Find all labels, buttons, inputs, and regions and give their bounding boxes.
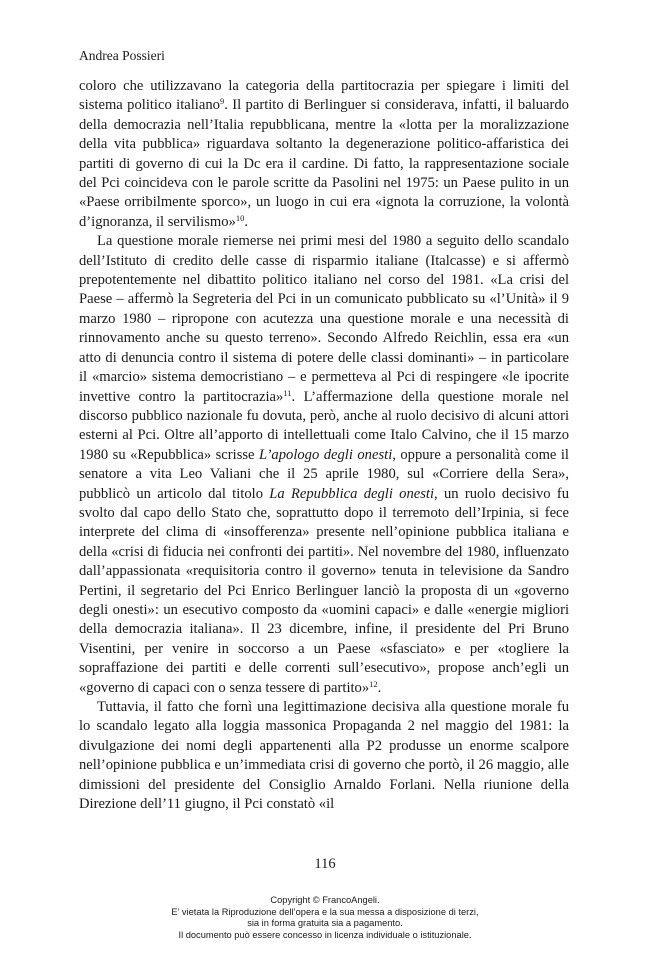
footnote-ref: 10 <box>235 212 245 223</box>
italic-title: La Repubblica degli onesti <box>269 485 435 502</box>
text-run: . <box>244 213 249 230</box>
text-run: Tuttavia, il fatto che fornì una legittimazione decisiva alla questione morale fu lo scandalo legato alla loggia massonica Propaganda 2 nel maggio del 1981: la divulgazione dei nomi degli appartenenti alla P2 produsse un enorme scalpore nell’opinione pubblica e un’immediata crisi di governo che portò, il 26 maggio, alle dimissioni del presidente del Consiglio Arnaldo Forlani. Nella riunione della Direzione dell’11 giugno, il Pci constatò «il <box>79 699 569 813</box>
paragraph <box>79 698 569 814</box>
footnote-ref: 12 <box>369 678 378 689</box>
page-number: 116 <box>314 856 336 872</box>
body-text <box>79 77 569 814</box>
footnote-ref: 11 <box>283 387 292 398</box>
running-header-author: Andrea Possieri <box>79 48 165 63</box>
copyright-line: sia in forma gratuita sia a pagamento. <box>247 918 403 929</box>
copyright-line: E’ vietata la Riproduzione dell’opera e la sua messa a disposizione di terzi, <box>171 906 479 917</box>
copyright-line: Copyright © FrancoAngeli. <box>270 895 380 905</box>
text-run: , oppure a personalità come il senatore a vita Leo Valiani che il 25 aprile 1980, sul «Corriere della Sera», pubblicò un articolo dal titolo <box>79 446 569 502</box>
copyright-notice <box>0 895 650 941</box>
text-run: . Il partito di Berlinguer si considerava, infatti, il baluardo della democrazia nell’Italia repubblicana, mentre la «lotta per la moralizzazione della vita pubblica» riguardava soltanto la degenerazione politico-affaristica dei partiti di governo di cui la Dc era il cardine. Di fatto, la rappresentazione sociale del Pci coincideva con le parole scritte da Pasolini nel 1975: un Paese pulito in un «Paese orribilmente sporco», un luogo in cui era «ignota la corruzione, la volontà d’ignoranza, il servilismo» <box>79 97 569 230</box>
footnote-ref: 9 <box>219 96 225 107</box>
text-run: . L’affermazione della questione morale nel discorso pubblico nazionale fu dovuta, però, anche al ruolo decisivo di alcuni attori esterni al Pci. Oltre all’apporto di intellettuali come Italo Calvino, che il 15 marzo 1980 su «Repubblica» scrisse <box>79 388 569 463</box>
text-run: La questione morale riemerse nei primi mesi del 1980 a seguito dello scandalo dell’Istituto di credito delle casse di risparmio italiane (Italcasse) e si affermò prepotentemente nel dibattito politico italiano nel corso del 1981. «La crisi del Paese – affermò la Segreteria del Pci in un comunicato pubblicato su «l’Unità» il 9 marzo 1980 – ripropone con acutezza una questione morale e una necessità di rinnovamento anche su questo terreno». Secondo Alfredo Reichlin, essa era «un atto di denuncia contro il sistema di potere delle classi dominanti» – in particolare il «marcio» sistema democristiano – e permetteva al Pci di respingere «le ipocrite invettive contro la partitocrazia» <box>79 233 569 405</box>
text-run: . <box>377 679 382 696</box>
text-run: coloro che utilizzavano la categoria della partitocrazia per spiegare i limiti del sistema politico italiano <box>79 78 569 114</box>
italic-title: L’apologo degli onesti <box>259 446 393 463</box>
text-run: , un ruolo decisivo fu svolto dal capo dello Stato che, soprattutto dopo il terremoto dell’Irpinia, si fece interprete del clima di «insofferenza» presente nell’opinione pubblica italiana e della «crisi di fiducia nei confronti dei partiti». Nel novembre del 1980, influenzato dall’appassionata «requisitoria contro il governo» tenuta in televisione da Sandro Pertini, il segretario del Pci Enrico Berlinguer lanciò la proposta di un «governo degli onesti»: un esecutivo composto da «uomini capaci» e dalle «energie migliori della democrazia italiana». Il 23 dicembre, infine, il presidente del Pri Bruno Visentini, per venire in soccorso a un Paese «sfasciato» e per «togliere la sopraffazione dei partiti e delle correnti sull’esecutivo», propose anch’egli un «governo di capaci con o senza tessere di partito» <box>79 485 569 696</box>
copyright-line: Il documento può essere concesso in licenza individuale o istituzionale. <box>178 929 472 940</box>
paragraph <box>79 77 569 232</box>
paragraph <box>79 232 569 698</box>
